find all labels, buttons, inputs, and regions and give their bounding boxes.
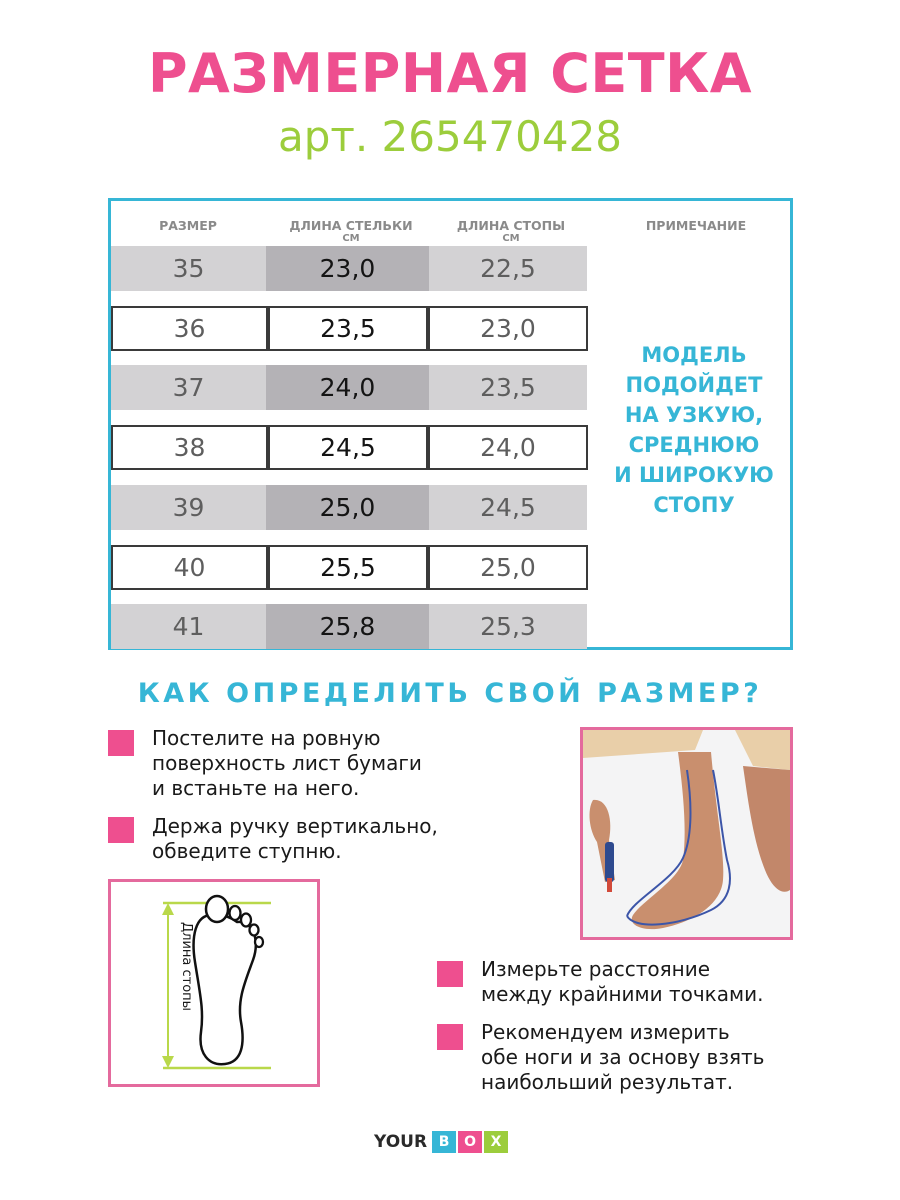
tracing-illustration	[583, 730, 790, 937]
size-cell: 40	[111, 545, 268, 590]
bullet-square	[108, 817, 134, 843]
header-note: ПРИМЕЧАНИЕ	[645, 218, 747, 233]
size-cell: 38	[111, 425, 268, 470]
logo-prefix: YOUR	[374, 1132, 428, 1152]
diagram-label: Длина стопы	[179, 922, 194, 1011]
bullet-square	[437, 961, 463, 987]
foot-length-cell: 23,5	[429, 365, 587, 410]
insole-length-cell: 24,0	[266, 365, 429, 410]
logo-letter: B	[432, 1131, 456, 1153]
foot-length-cell: 22,5	[429, 246, 587, 291]
step-text-1: Постелите на ровную поверхность лист бумаги и встаньте на него.	[152, 726, 422, 800]
foot-length-cell: 24,5	[429, 485, 587, 530]
logo-letter: X	[484, 1131, 508, 1153]
brand-logo	[374, 1131, 508, 1153]
foot-length-diagram	[108, 879, 320, 1087]
foot-length-cell: 25,0	[428, 545, 588, 590]
size-cell: 41	[111, 604, 266, 649]
page-title: РАЗМЕРНАЯ СЕТКА	[147, 42, 753, 105]
header-foot: ДЛИНА СТОПЫ СМ	[456, 218, 566, 244]
insole-length-cell: 25,5	[268, 545, 428, 590]
step-text-3: Измерьте расстояние между крайними точками.	[481, 957, 764, 1006]
how-to-heading: КАК ОПРЕДЕЛИТЬ СВОЙ РАЗМЕР?	[137, 678, 763, 709]
size-cell: 39	[111, 485, 266, 530]
foot-length-cell: 24,0	[428, 425, 588, 470]
fit-note: МОДЕЛЬ ПОДОЙДЕТ НА УЗКУЮ, СРЕДНЮЮ И ШИРОКУЮ СТОПУ	[614, 343, 774, 517]
insole-length-cell: 25,0	[266, 485, 429, 530]
step-text-2: Держа ручку вертикально, обведите ступню.	[152, 814, 438, 863]
article-number: арт. 265470428	[277, 112, 623, 161]
insole-length-cell: 25,8	[266, 604, 429, 649]
size-cell: 37	[111, 365, 266, 410]
foot-tracing-photo	[580, 727, 793, 940]
bullet-square	[108, 730, 134, 756]
footprint-icon	[111, 882, 317, 1084]
header-insole: ДЛИНА СТЕЛЬКИ СМ	[289, 218, 413, 244]
insole-length-cell: 23,0	[266, 246, 429, 291]
step-text-4: Рекомендуем измерить обе ноги и за основу взять наибольший результат.	[481, 1020, 765, 1094]
logo-letter: O	[458, 1131, 482, 1153]
insole-length-cell: 24,5	[268, 425, 428, 470]
insole-length-cell: 23,5	[268, 306, 428, 351]
foot-length-cell: 25,3	[429, 604, 587, 649]
bullet-square	[437, 1024, 463, 1050]
size-cell: 35	[111, 246, 266, 291]
foot-length-cell: 23,0	[428, 306, 588, 351]
size-cell: 36	[111, 306, 268, 351]
header-size: РАЗМЕР	[159, 218, 217, 233]
